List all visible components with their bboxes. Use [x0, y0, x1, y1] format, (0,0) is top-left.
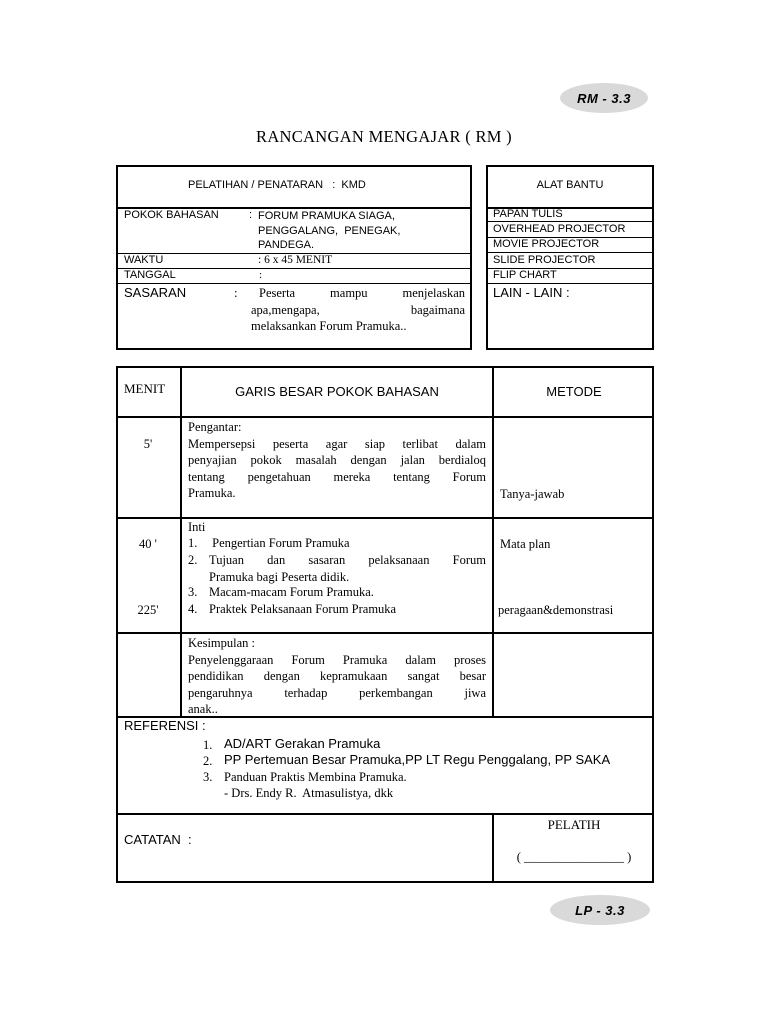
alat-divider: [486, 221, 654, 222]
sasaran-label: SASARAN: [124, 285, 187, 300]
sasaran-value: [251, 285, 465, 335]
pengantar-line: penyajian pokok masalah dengan jalan berdialoq: [188, 453, 486, 467]
inti-num: 1.: [188, 536, 198, 550]
lp-badge-text: LP - 3.3: [575, 902, 625, 918]
info-header: PELATIHAN / PENATARAN : KMD: [188, 179, 366, 191]
pengantar-line: Mempersepsi peserta agar siap terlibat dalam: [188, 436, 486, 451]
referensi-text: Panduan Praktis Membina Pramuka.: [224, 770, 407, 784]
table-row-divider: [116, 632, 654, 634]
sasaran-colon: :: [234, 285, 238, 300]
inti-text: Pramuka bagi Peserta didik.: [209, 569, 350, 584]
inti-metode-b: peragaan&demonstrasi: [498, 603, 614, 617]
pokok-value: [258, 209, 400, 253]
pengantar-metode: Tanya-jawab: [500, 487, 565, 501]
inti-item: [188, 601, 197, 618]
inti-num: 3.: [188, 585, 198, 599]
alat-lain: LAIN - LAIN :: [493, 285, 570, 300]
alat-item: OVERHEAD PROJECTOR: [493, 223, 626, 235]
kesimpulan-content: [188, 635, 486, 718]
pengantar-title: Pengantar:: [188, 420, 242, 434]
header-garis: GARIS BESAR POKOK BAHASAN: [235, 384, 439, 399]
col-divider-menit: [180, 366, 182, 717]
header-menit: MENIT: [124, 381, 166, 396]
inti-item-text: Pengertian Forum Pramuka: [209, 536, 350, 550]
col-divider-metode: [492, 366, 494, 717]
pokok-label: POKOK BAHASAN: [124, 209, 219, 221]
alat-item: PAPAN TULIS: [493, 208, 563, 220]
inti-metode-a: Mata plan: [500, 537, 551, 551]
rm-badge: [560, 83, 648, 113]
sasaran-line: Peserta mampu menjelaskan: [259, 286, 465, 300]
kesimpulan-line: Penyelenggaraan Forum Pramuka dalam proses: [188, 652, 486, 667]
table-row-divider: [116, 813, 654, 815]
alat-header: ALAT BANTU: [536, 179, 604, 191]
waktu-label: WAKTU: [124, 254, 164, 266]
referensi-author: - Drs. Endy R. Atmasulistya, dkk: [224, 786, 394, 800]
sasaran-line: melaksankan Forum Pramuka..: [251, 319, 407, 333]
catatan-label: CATATAN :: [124, 832, 192, 847]
inti-num: 2.: [188, 553, 198, 567]
waktu-value: : 6 x 45 MENIT: [258, 254, 333, 266]
pokok-colon: :: [249, 209, 253, 221]
inti-num: 4.: [188, 602, 198, 616]
referensi-label: REFERENSI :: [124, 718, 206, 733]
tanggal-value: :: [259, 269, 263, 281]
inti-menit-b: 225': [137, 603, 159, 617]
inti-item-text: [209, 552, 486, 585]
tanggal-label: TANGGAL: [124, 269, 176, 281]
inti-title: Inti: [188, 520, 206, 534]
inti-item-text: Macam-macam Forum Pramuka.: [209, 585, 374, 599]
pengantar-line: Pramuka.: [188, 486, 236, 500]
pelatih-signature: ( ________________ ): [516, 850, 632, 864]
rm-badge-text: RM - 3.3: [577, 90, 631, 106]
inti-item: [188, 584, 197, 601]
pelatih-label: PELATIH: [547, 817, 601, 832]
pokok-line: PENGGALANG, PENEGAK,: [258, 224, 401, 237]
inti-item: [188, 535, 197, 552]
kesimpulan-line: pengaruhnya terhadap perkembangan jiwa: [188, 685, 486, 700]
inti-item-text: Praktek Pelaksanaan Forum Pramuka: [209, 602, 397, 616]
pokok-line: FORUM PRAMUKA SIAGA,: [258, 210, 395, 222]
kesimpulan-title: Kesimpulan :: [188, 636, 256, 650]
pengantar-line: tentang pengetahuan mereka tentang Forum: [188, 469, 486, 484]
alat-divider: [486, 252, 654, 253]
referensi-num: 2.: [203, 754, 213, 768]
alat-item: FLIP CHART: [493, 269, 557, 281]
alat-divider: [486, 283, 654, 284]
header-metode: METODE: [546, 384, 602, 399]
table-header-divider: [116, 416, 654, 418]
kesimpulan-line: anak..: [188, 702, 218, 716]
lp-badge: [550, 895, 650, 925]
pengantar-content: [188, 419, 486, 502]
sasaran-line: apa,mengapa, bagaimana: [251, 302, 465, 317]
referensi-num: 3.: [203, 770, 213, 784]
pokok-line: PANDEGA.: [258, 239, 315, 251]
inti-menit-a: 40 ': [139, 537, 157, 551]
info-row-divider: [116, 283, 472, 284]
inti-text: Tujuan dan sasaran pelaksanaan Forum: [209, 553, 486, 567]
kesimpulan-line: pendidikan dengan kepramukaan sangat besar: [188, 669, 486, 683]
referensi-text: AD/ART Gerakan Pramuka: [224, 736, 381, 751]
referensi-text: PP Pertemuan Besar Pramuka,PP LT Regu Penggalang, PP SAKA: [224, 752, 611, 767]
referensi-num: 1.: [203, 738, 213, 752]
pengantar-menit: 5': [143, 437, 153, 451]
page-title: RANCANGAN MENGAJAR ( RM ): [256, 127, 512, 146]
alat-item: MOVIE PROJECTOR: [493, 238, 600, 250]
inti-item: [188, 552, 197, 569]
alat-item: SLIDE PROJECTOR: [493, 254, 596, 266]
